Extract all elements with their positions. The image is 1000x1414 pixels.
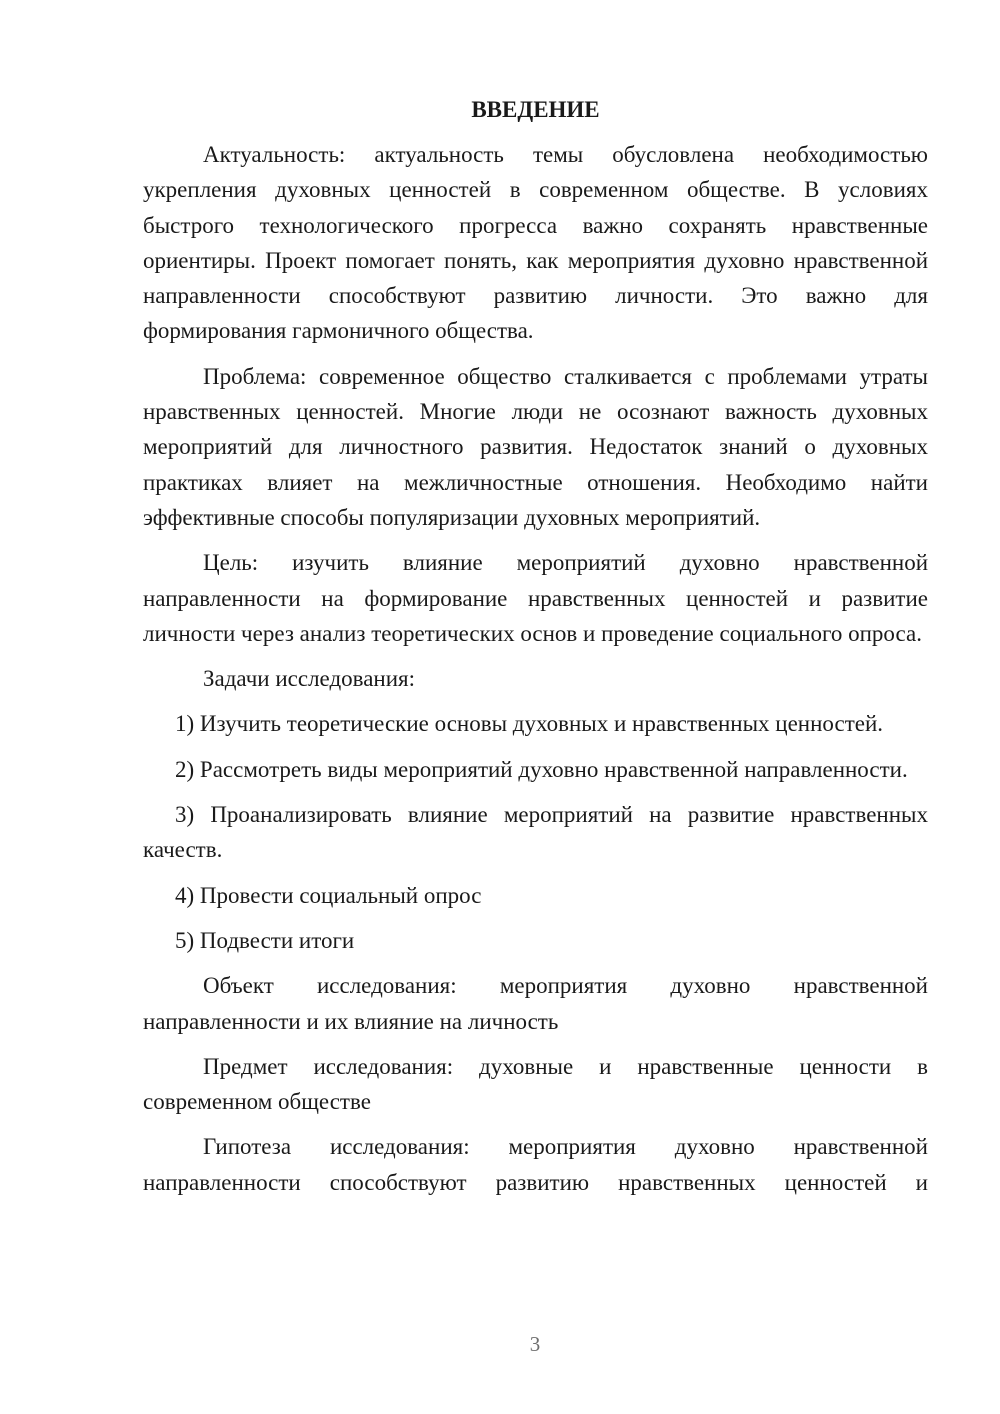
hypothesis-paragraph: Гипотеза исследования: мероприятия духовно нравственной направленности способствуют развитию нравственных ценностей и bbox=[143, 1134, 928, 1195]
page-number: 3 bbox=[529, 1332, 541, 1356]
page-content bbox=[143, 92, 928, 1210]
task-item: 5) Подвести итоги bbox=[175, 927, 355, 953]
goal-paragraph: Цель: изучить влияние мероприятий духовно нравственной направленности на формирование нравственных ценностей и развитие личности через анализ теоретических основ и проведение социального опроса. bbox=[143, 550, 928, 646]
relevance-paragraph: Актуальность: актуальность темы обусловлена необходимостью укрепления духовных ценностей в современном обществе. В условиях быстрого технологического прогресса важно сохранять нравственные ориентиры. Проект помогает понять, как мероприятия духовно нравственной направленности способствуют развитию личности. Это важно для формирования гармоничного общества. bbox=[143, 142, 928, 344]
subject-paragraph: Предмет исследования: духовные и нравственные ценности в современном обществе bbox=[143, 1053, 928, 1115]
task-item: 1) Изучить теоретические основы духовных и нравственных ценностей. bbox=[175, 711, 884, 737]
task-item: 2) Рассмотреть виды мероприятий духовно нравственной направленности. bbox=[175, 756, 908, 782]
problem-paragraph: Проблема: современное общество сталкивается с проблемами утраты нравственных ценностей. Многие люди не осознают важность духовных мероприятий для личностного развития. Недостаток знаний о духовных практиках влияет на межличностные отношения. Необходимо найти эффективные способы популяризации духовных мероприятий. bbox=[143, 363, 928, 530]
page-title: ВВЕДЕНИЕ bbox=[471, 97, 600, 122]
tasks-heading: Задачи исследования: bbox=[203, 666, 416, 692]
task-item: 4) Провести социальный опрос bbox=[175, 882, 482, 908]
task-item: 3) Проанализировать влияние мероприятий на развитие нравственных качеств. bbox=[143, 802, 928, 863]
object-paragraph: Объект исследования: мероприятия духовно нравственной направленности и их влияние на личность bbox=[143, 973, 928, 1034]
